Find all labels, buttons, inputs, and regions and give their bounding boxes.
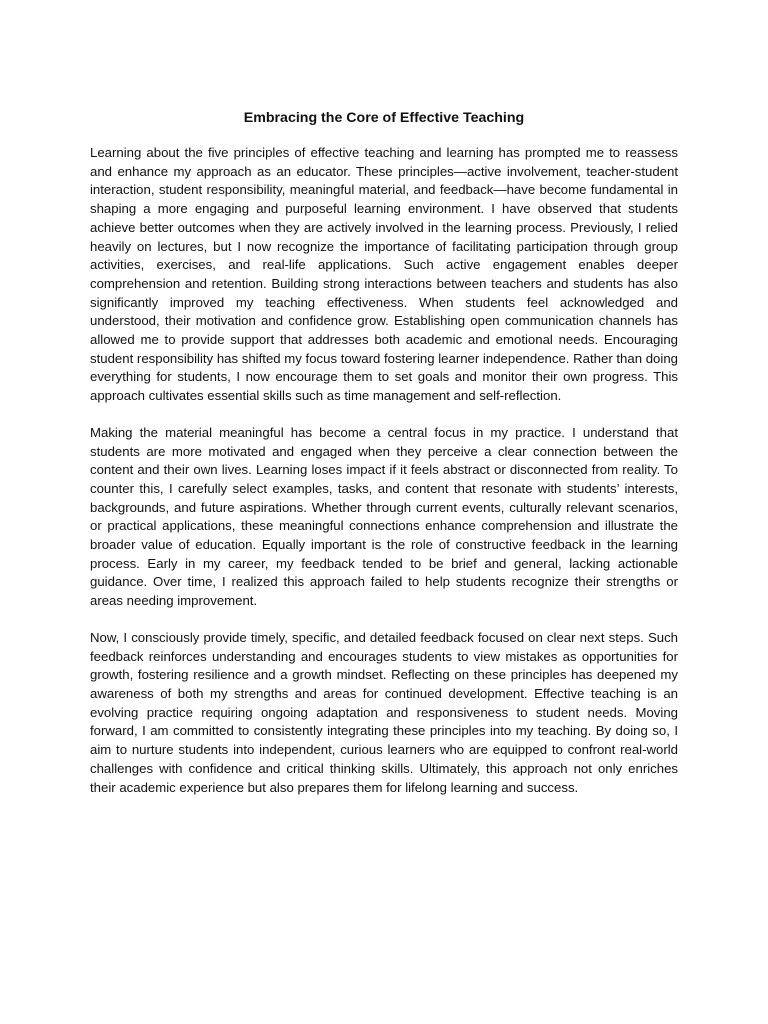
paragraph-1: Learning about the five principles of effective teaching and learning has prompted me to reassess and enhance my approach as an educator. These principles—active involvement, teacher-student interaction, student responsibility, meaningful material, and feedback—have become fundamental in shaping a more engaging and purposeful learning environment. I have observed that students achieve better outcomes when they are actively involved in the learning process. Previously, I relied heavily on lectures, but I now recognize the importance of facilitating participation through group activities, exercises, and real-life applications. Such active engagement enables deeper comprehension and retention. Building strong interactions between teachers and students has also significantly improved my teaching effectiveness. When students feel acknowledged and understood, their motivation and confidence grow. Establishing open communication channels has allowed me to provide support that addresses both academic and emotional needs. Encouraging student responsibility has shifted my focus toward fostering learner independence. Rather than doing everything for students, I now encourage them to set goals and monitor their own progress. This approach cultivates essential skills such as time management and self-reflection.	[90, 145, 678, 404]
document-title: Embracing the Core of Effective Teaching	[243, 110, 525, 126]
paragraph-2: Making the material meaningful has become a central focus in my practice. I understand that students are more motivated and engaged when they perceive a clear connection between the content and their own lives. Learning loses impact if it feels abstract or disconnected from reality. To counter this, I carefully select examples, tasks, and content that resonate with students’ interests, backgrounds, and future aspirations. Whether through current events, culturally relevant scenarios, or practical applications, these meaningful connections enhance comprehension and illustrate the broader value of education. Equally important is the role of constructive feedback in the learning process. Early in my career, my feedback tended to be brief and general, lacking actionable guidance. Over time, I realized this approach failed to help students recognize their strengths or areas needing improvement.	[90, 424, 678, 609]
paragraph-3: Now, I consciously provide timely, specific, and detailed feedback focused on clear next steps. Such feedback reinforces understanding and encourages students to view mistakes as opportunities for growth, fostering resilience and a growth mindset. Reflecting on these principles has deepened my awareness of both my strengths and areas for continued development. Effective teaching is an evolving practice requiring ongoing adaptation and responsiveness to student needs. Moving forward, I am committed to consistently integrating these principles into my teaching. By doing so, I aim to nurture students into independent, curious learners who are equipped to confront real-world challenges with confidence and critical thinking skills. Ultimately, this approach not only enriches their academic experience but also prepares them for lifelong learning and success.	[90, 629, 678, 795]
